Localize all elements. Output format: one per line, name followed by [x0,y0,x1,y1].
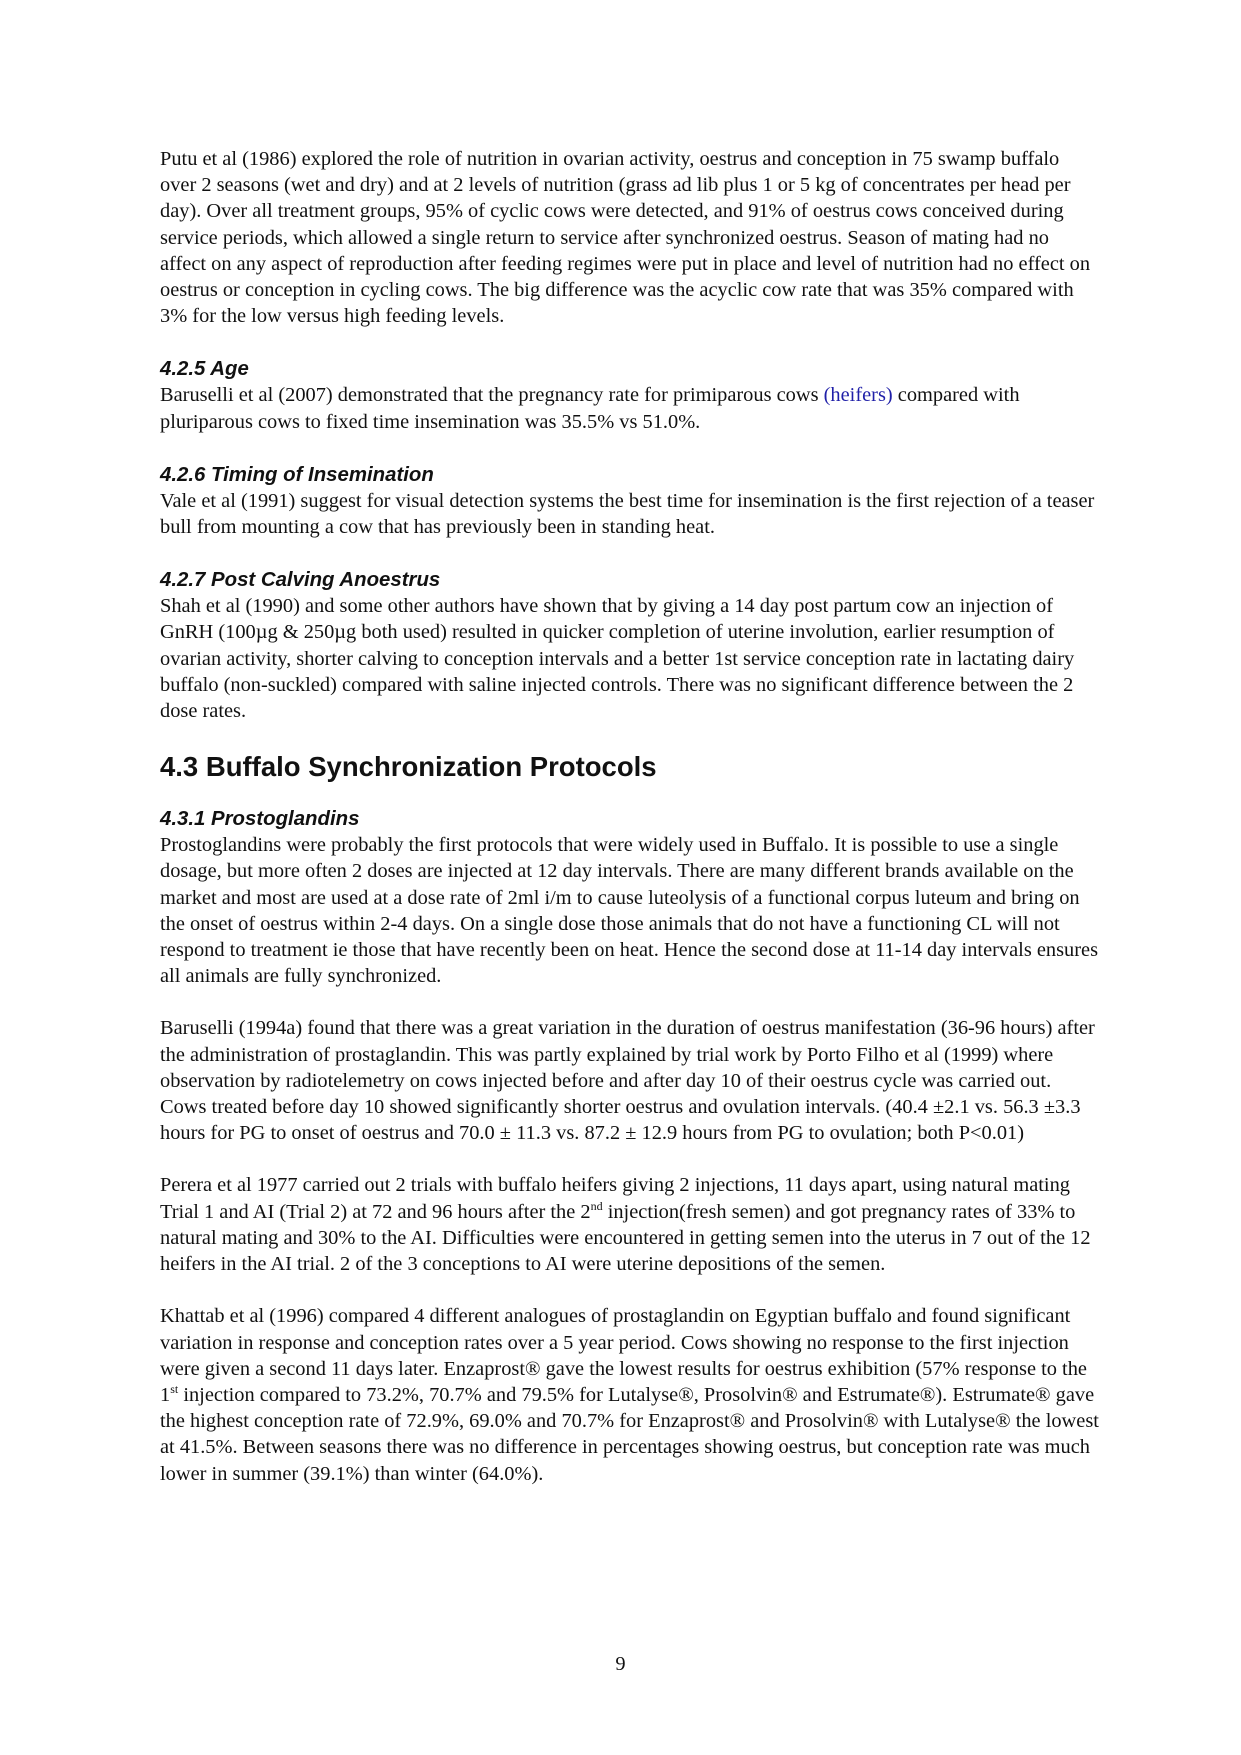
timing-heading: 4.2.6 Timing of Insemination [160,463,434,486]
p3-text-before: Perera et al 1977 carried out 2 trials with buffalo heifers giving 2 injections, 11 days apart, using natural mating Trial 1 and AI (Trial 2) at 72 and 96 hours after the 2 [160,1174,1070,1223]
anoestrus-heading: 4.2.7 Post Calving Anoestrus [160,569,441,592]
age-text-after: compared with pluriparous cows to fixed time insemination was 35.5% vs 51.0%. [160,384,1020,433]
document-body [160,146,1100,1487]
age-text-before: Baruselli et al (2007) demonstrated that the pregnancy rate for primiparous cows [160,384,824,407]
section-heading: 4.3 Buffalo Synchronization Protocols [160,751,657,783]
prostoglandins-paragraph-4 [160,1303,1100,1486]
prostoglandins-paragraph-1: Prostoglandins were probably the first protocols that were widely used in Buffalo. It is possible to use a single dosage, but more often 2 doses are injected at 12 day intervals. There are many different brands available on the market and most are used at a dose rate of 2ml i/m to cause luteolysis of a functional corpus luteum and bring on the onset of oestrus within 2-4 days. On a single dose those animals that do not have a functioning CL will not respond to treatment ie those that have recently been on heat. Hence the second dose at 11-14 day intervals ensures all animals are fully synchronized. [160,834,1099,988]
age-paragraph [160,382,1100,434]
p4-text-before: Khattab et al (1996) compared 4 different analogues of prostaglandin on Egyptian buffalo and found significant variation in response and conception rates over a 5 year period. Cows showing no response to the first injection were given a second 11 days later. Enzaprost® gave the lowest results for oestrus exhibition (57% response to the 1 [160,1305,1087,1406]
anoestrus-paragraph: Shah et al (1990) and some other authors have shown that by giving a 14 day post partum cow an injection of GnRH (100µg & 250µg both used) resulted in quicker completion of uterine involution, earlier resumption of ovarian activity, shorter calving to conception intervals and a better 1st service conception rate in lactating dairy buffalo (non-suckled) compared with saline injected controls. There was no significant difference between the 2 dose rates. [160,595,1075,723]
timing-paragraph: Vale et al (1991) suggest for visual detection systems the best time for insemination is the first rejection of a teaser bull from mounting a cow that has previously been in standing heat. [160,489,1095,539]
heifers-link[interactable]: (heifers) [823,384,893,407]
prostoglandins-heading: 4.3.1 Prostoglandins [160,808,360,831]
page-number: 9 [615,1653,626,1675]
prostoglandins-paragraph-3 [160,1172,1100,1277]
p3-superscript: nd [590,1198,603,1213]
age-heading: 4.2.5 Age [160,358,249,381]
p3-text-after: injection(fresh semen) and got pregnancy rates of 33% to natural mating and 30% to the AI. Difficulties were encountered in getting semen into the uterus in 7 out of the 12 heifers in the AI trial. 2 of the 3 conceptions to AI were uterine depositions of the semen. [160,1200,1091,1276]
nutrition-paragraph: Putu et al (1986) explored the role of nutrition in ovarian activity, oestrus and conception in 75 swamp buffalo over 2 seasons (wet and dry) and at 2 levels of nutrition (grass ad lib plus 1 or 5 kg of concentrates per head per day). Over all treatment groups, 95% of cyclic cows were detected, and 91% of oestrus cows conceived during service periods, which allowed a single return to service after synchronized oestrus. Season of mating had no affect on any aspect of reproduction after feeding regimes were put in place and level of nutrition had no effect on oestrus or conception in cycling cows. The big difference was the acyclic cow rate that was 35% compared with 3% for the low versus high feeding levels. [160,148,1091,328]
prostoglandins-paragraph-2: Baruselli (1994a) found that there was a great variation in the duration of oestrus manifestation (36-96 hours) after the administration of prostaglandin. This was partly explained by trial work by Porto Filho et al (1999) where observation by radiotelemetry on cows injected before and after day 10 of their oestrus cycle was carried out. Cows treated before day 10 showed significantly shorter oestrus and ovulation intervals. (40.4 ±2.1 vs. 56.3 ±3.3 hours for PG to onset of oestrus and 70.0 ± 11.3 vs. 87.2 ± 12.9 hours from PG to ovulation; both P<0.01) [160,1017,1095,1145]
p4-superscript: st [170,1381,179,1396]
p4-text-after: injection compared to 73.2%, 70.7% and 79.5% for Lutalyse®, Prosolvin® and Estrumate®). Estrumate® gave the highest conception rate of 72.9%, 69.0% and 70.7% for Enzaprost® and Prosolvin® with Lutalyse® the lowest at 41.5%. Between seasons there was no difference in percentages showing oestrus, but conception rate was much lower in summer (39.1%) than winter (64.0%). [160,1383,1099,1485]
